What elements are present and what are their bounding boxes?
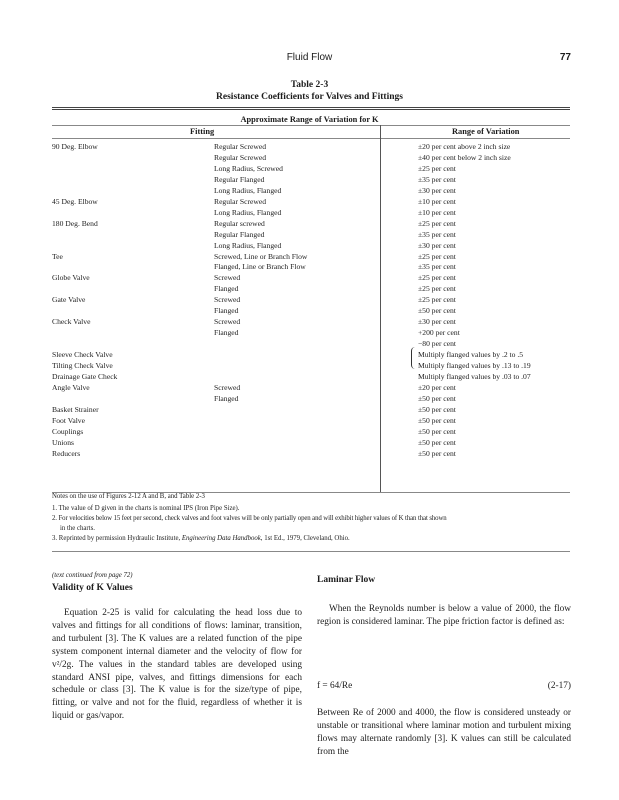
table-row (52, 273, 570, 283)
range-cell: ±50 per cent (418, 437, 456, 447)
range-cell: ±25 per cent (418, 251, 456, 261)
type-cell: Screwed (214, 382, 241, 392)
fitting-cell: Drainage Gate Check (52, 371, 118, 381)
type-cell: Screwed (214, 295, 241, 305)
fitting-cell: Gate Valve (52, 295, 86, 305)
continued-note: (text continued from page 72) (52, 572, 133, 579)
type-cell: Screwed (214, 273, 241, 283)
table-row (52, 449, 570, 459)
range-cell: ±50 per cent (418, 306, 456, 316)
type-cell: Regular Flanged (214, 174, 265, 184)
paragraph-laminar-1: When the Reynolds number is below a value of 2000, the flow region is considered laminar. The pipe friction factor is defined as: (317, 604, 571, 627)
table-row (52, 252, 570, 262)
table-row (52, 328, 570, 338)
type-cell: Flanged (214, 328, 239, 338)
table-super-header-rule (52, 125, 570, 126)
table-note-3: 3. Reprinted by permission Hydraulic Institute, Engineering Data Handbook, 1st Ed., 1979, Cleveland, Ohio. (52, 535, 350, 542)
table-row (52, 142, 570, 152)
equation-number: (2-17) (547, 681, 571, 691)
type-cell: Regular Screwed (214, 196, 267, 206)
type-cell: Regular screwed (214, 218, 265, 228)
table-row (52, 317, 570, 327)
range-cell: ±20 per cent (418, 382, 456, 392)
table-label: Table 2-3 (290, 80, 329, 90)
table-row (52, 153, 570, 163)
table-row (52, 284, 570, 294)
range-cell: Multiply flanged values by .03 to .07 (418, 371, 531, 381)
table-row (52, 306, 570, 316)
table-row (52, 230, 570, 240)
fitting-cell: Check Valve (52, 317, 91, 327)
type-cell: Flanged (214, 393, 239, 403)
section-heading-laminar-flow: Laminar Flow (317, 575, 376, 585)
fitting-cell: Tee (52, 251, 63, 261)
range-cell: ±35 per cent (418, 229, 456, 239)
type-cell: Long Radius, Flanged (214, 185, 282, 195)
type-cell: Flanged (214, 284, 239, 294)
notes-bottom-rule (52, 551, 570, 552)
table-super-header: Approximate Range of Variation for K (240, 115, 379, 124)
running-head-title: Fluid Flow (286, 52, 333, 63)
range-cell: ±40 per cent below 2 inch size (418, 152, 511, 162)
table-row (52, 339, 570, 349)
range-cell: ±30 per cent (418, 185, 456, 195)
table-row (52, 164, 570, 174)
table-note-2: 2. For velocities below 15 feet per second, check valves and foot valves will be only partially open and will exhibit higher values of K than that shown (52, 515, 447, 522)
type-cell: Flanged, Line or Branch Flow (214, 262, 306, 272)
range-cell: ±50 per cent (418, 415, 456, 425)
table-row (52, 175, 570, 185)
table-row (52, 405, 570, 415)
section-heading-k-values: Validity of K Values (52, 583, 133, 593)
table-top-rule-2 (52, 109, 570, 110)
col-header-range: Range of Variation (452, 127, 520, 136)
range-cell: ±25 per cent (418, 284, 456, 294)
range-cell: ±50 per cent (418, 393, 456, 403)
type-cell: Long Radius, Screwed (214, 163, 283, 173)
fitting-cell: 180 Deg. Bend (52, 218, 98, 228)
range-cell: ±20 per cent above 2 inch size (418, 142, 511, 151)
range-cell: ±50 per cent (418, 404, 456, 414)
table-row (52, 262, 570, 272)
range-cell: ±35 per cent (418, 174, 456, 184)
range-cell: ±50 per cent (418, 426, 456, 436)
table-row (52, 361, 570, 371)
table-row (52, 186, 570, 196)
table-row (52, 241, 570, 251)
table-top-rule (52, 107, 570, 108)
range-cell: Multiply flanged values by .2 to .5 (418, 350, 524, 360)
range-cell: ±10 per cent (418, 207, 456, 217)
type-cell: Regular Screwed (214, 152, 267, 162)
table-row (52, 438, 570, 448)
range-cell: ±25 per cent (418, 218, 456, 228)
type-cell: Screwed (214, 317, 241, 327)
table-row (52, 416, 570, 426)
table-row (52, 372, 570, 382)
table-note-1: 1. The value of D given in the charts is nominal IPS (Iron Pipe Size). (52, 505, 240, 512)
table-row (52, 219, 570, 229)
range-cell: ±50 per cent (418, 448, 456, 458)
running-head (0, 52, 619, 66)
fitting-cell: 45 Deg. Elbow (52, 196, 98, 206)
table-row (52, 208, 570, 218)
type-cell: Long Radius, Flanged (214, 240, 282, 250)
fitting-cell: Sleeve Check Valve (52, 350, 113, 360)
table-notes-title: Notes on the use of Figures 2-12 A and B, and Table 2-3 (52, 493, 205, 500)
fitting-cell: Unions (52, 437, 74, 447)
table-caption: Resistance Coefficients for Valves and Fittings (216, 92, 403, 102)
range-cell: ±30 per cent (418, 317, 456, 327)
range-cell: −80 per cent (418, 339, 457, 349)
fitting-cell: Tilting Check Valve (52, 361, 113, 370)
fitting-cell: Angle Valve (52, 382, 90, 392)
paragraph-laminar-2: Between Re of 2000 and 4000, the flow is considered unsteady or unstable or transitional where laminar motion and turbulent mixing flows may alternate randomly [3]. K values can still be calculated from the (317, 708, 571, 757)
type-cell: Regular Flanged (214, 229, 265, 239)
page-number: 77 (559, 52, 571, 63)
fitting-cell: Reducers (52, 448, 81, 458)
col-header-fitting: Fitting (190, 127, 215, 136)
table-header-rule (52, 138, 570, 139)
fitting-cell: Couplings (52, 426, 84, 436)
type-cell: Screwed, Line or Branch Flow (214, 251, 308, 261)
brace-mark (411, 347, 417, 369)
table-row (52, 350, 570, 360)
reference-title: Engineering Data Handbook (181, 535, 261, 542)
table-row (52, 427, 570, 437)
fitting-cell: 90 Deg. Elbow (52, 142, 98, 151)
range-cell: +200 per cent (418, 328, 460, 338)
table-row (52, 197, 570, 207)
range-cell: ±30 per cent (418, 240, 456, 250)
fitting-cell: Globe Valve (52, 273, 90, 283)
fitting-cell: Foot Valve (52, 415, 85, 425)
equation-text: f = 64/Re (317, 681, 353, 691)
table-note-2-cont: in the charts. (60, 525, 95, 532)
range-cell: ±25 per cent (418, 295, 456, 305)
fitting-cell: Basket Strainer (52, 404, 99, 414)
table-row (52, 394, 570, 404)
range-cell: Multiply flanged values by .13 to .19 (418, 361, 531, 370)
table-row (52, 295, 570, 305)
range-cell: ±25 per cent (418, 163, 456, 173)
type-cell: Flanged (214, 306, 239, 316)
range-cell: ±10 per cent (418, 196, 456, 206)
paragraph-k-values: Equation 2-25 is valid for calculating the head loss due to valves and fittings for all conditions of flows: laminar, transition, and turbulent [3]. The K values are a related function of the pipe system component internal diameter and the velocity of flow for v²/2g. The values in the standard tables are developed using standard ANSI pipe, valves, and fittings dimensions for each schedule or class [3]. The K value is for the size/type of pipe, fitting, or valve and not for the fluid, regardless of whether it is liquid or gas/vapor. (52, 608, 302, 722)
range-cell: ±25 per cent (418, 273, 456, 283)
type-cell: Regular Screwed (214, 142, 267, 151)
table-row (52, 383, 570, 393)
type-cell: Long Radius, Flanged (214, 207, 282, 217)
range-cell: ±35 per cent (418, 262, 456, 272)
